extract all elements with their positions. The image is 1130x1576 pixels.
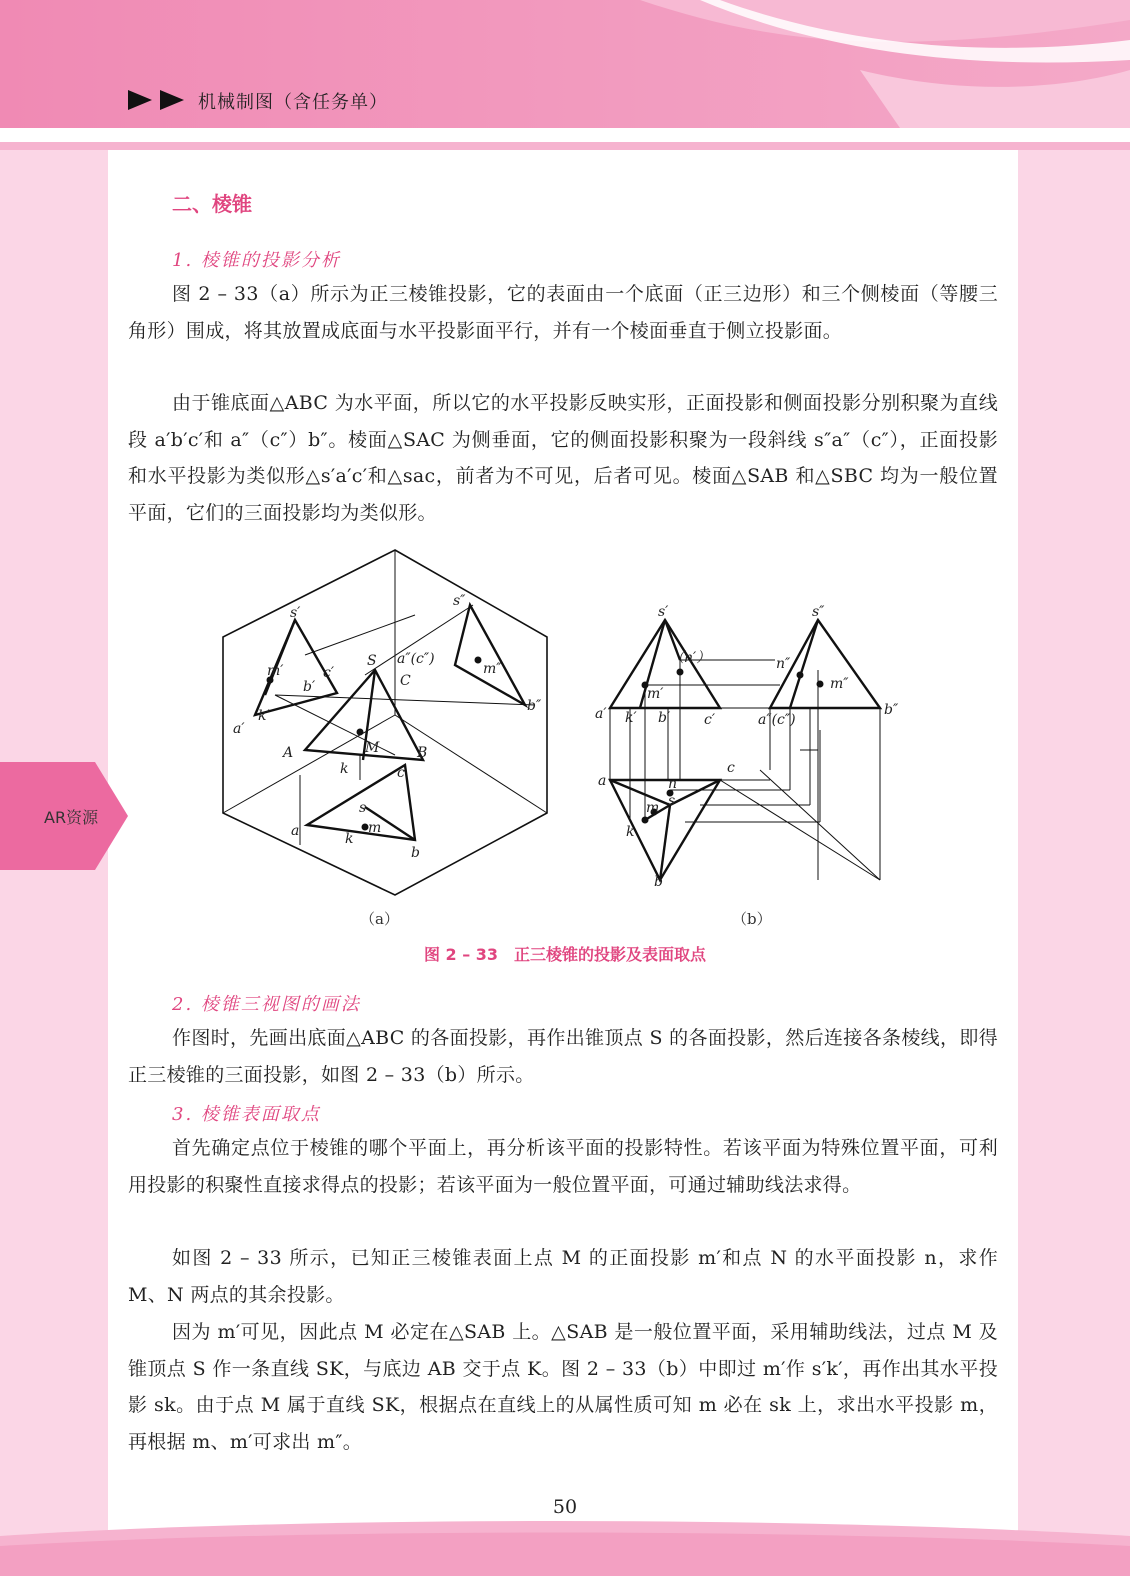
figure-point-label: c′ bbox=[323, 665, 335, 681]
page-number: 50 bbox=[552, 1496, 578, 1518]
figure-point-label: m′ bbox=[267, 663, 284, 679]
subsection-1-title: 1. 棱锥的投影分析 bbox=[172, 250, 341, 271]
subsection-3-title: 3. 棱锥表面取点 bbox=[172, 1104, 321, 1125]
figure-a-label: （a） bbox=[360, 910, 399, 928]
figure-point-label: k bbox=[345, 831, 354, 847]
figure-b-diagram bbox=[590, 600, 910, 890]
right-margin-band bbox=[1018, 150, 1130, 1576]
figure-point-label: b bbox=[411, 845, 420, 861]
figure-point-label: b′ bbox=[303, 679, 316, 695]
figure-point-label: s″ bbox=[812, 604, 825, 620]
figure-point-label: a′ bbox=[595, 706, 607, 722]
bottom-decoration bbox=[0, 1516, 1130, 1576]
figure-point-label: a″(c″) bbox=[397, 651, 435, 667]
figure-b-label: （b） bbox=[732, 910, 772, 928]
figure-point-label: n″ bbox=[776, 656, 791, 672]
figure-point-label: a′ bbox=[233, 721, 245, 737]
figure-point-label: s bbox=[359, 800, 367, 816]
figure-point-label: m bbox=[646, 800, 660, 816]
figure-point-label: a bbox=[291, 823, 300, 839]
figure-point-label: m′ bbox=[647, 686, 664, 702]
figure-point-label: m bbox=[368, 820, 382, 836]
book-title: 机械制图（含任务单） bbox=[198, 92, 388, 113]
figure-point-label: M bbox=[365, 740, 380, 756]
figure-point-label: b′ bbox=[658, 710, 671, 726]
section-title: 二、棱锥 bbox=[172, 192, 252, 216]
paragraph-2: 由于锥底面△ABC 为水平面，所以它的水平投影反映实形，正面投影和侧面投影分别积聚为直线段 a′b′c′和 a″（c″）b″。棱面△SAC 为侧垂面，它的侧面投影积聚为一段斜线 s″a″（c″），正面投影和水平投影为类似形△s′a′c′和△sac，前者为不可见，后者可见。棱面△SAB 和△SBC 均为一般位置平面，它们的三面投影均为类似形。 bbox=[128, 392, 998, 524]
figure-point-label: s bbox=[668, 793, 676, 809]
figure-point-label: s′ bbox=[290, 605, 301, 621]
figure-point-label: C bbox=[400, 673, 411, 689]
figure-a-diagram bbox=[215, 545, 560, 900]
figure-point-label: m″ bbox=[830, 676, 849, 692]
subsection-2-title: 2. 棱锥三视图的画法 bbox=[172, 994, 361, 1015]
figure-point-label: k bbox=[340, 761, 349, 777]
figure-point-label: s″ bbox=[453, 593, 466, 609]
figure-point-label: b″ bbox=[527, 698, 542, 714]
figure-point-label: c′ bbox=[704, 712, 716, 728]
figure-point-label: b″ bbox=[884, 702, 899, 718]
figure-point-label: c bbox=[397, 765, 405, 781]
figure-point-label: n bbox=[668, 776, 678, 792]
figure-point-label: S bbox=[367, 653, 377, 669]
paragraph-4: 首先确定点位于棱锥的哪个平面上，再分析该平面的投影特性。若该平面为特殊位置平面，可利用投影的积聚性直接求得点的投影；若该平面为一般位置平面，可通过辅助线法求得。 bbox=[128, 1137, 998, 1196]
paragraph-3: 作图时，先画出底面△ABC 的各面投影，再作出锥顶点 S 的各面投影，然后连接各条棱线，即得正三棱锥的三面投影，如图 2 – 33（b）所示。 bbox=[128, 1027, 998, 1086]
paragraph-1: 图 2 – 33（a）所示为正三棱锥投影，它的表面由一个底面（正三边形）和三个侧棱面（等腰三角形）围成，将其放置成底面与水平投影面平行，并有一个棱面垂直于侧立投影面。 bbox=[128, 283, 998, 342]
paragraph-5: 如图 2 – 33 所示，已知正三棱锥表面上点 M 的正面投影 m′和点 N 的水平面投影 n，求作 M、N 两点的其余投影。 bbox=[128, 1247, 998, 1306]
figure-point-label: s′ bbox=[658, 604, 669, 620]
figure-point-label: m″ bbox=[483, 661, 502, 677]
figure-caption: 图 2 – 33 正三棱锥的投影及表面取点 bbox=[423, 945, 707, 964]
page-header bbox=[0, 0, 1130, 150]
figure-point-label: c bbox=[727, 760, 735, 776]
ar-resource-label[interactable]: AR资源 bbox=[44, 808, 99, 827]
figure-point-label: a bbox=[598, 773, 607, 789]
figure-point-label: b bbox=[654, 874, 663, 890]
figure-point-label: a″(c″) bbox=[758, 712, 796, 728]
figure-point-label: A bbox=[283, 745, 294, 761]
figure-point-label: （n′） bbox=[670, 650, 711, 666]
figure-point-label: k′ bbox=[258, 708, 270, 724]
figure-point-label: k bbox=[626, 824, 635, 840]
figure-point-label: B bbox=[417, 745, 428, 761]
header-decoration bbox=[0, 0, 1130, 150]
figure-point-label: k′ bbox=[625, 710, 637, 726]
paragraph-6: 因为 m′可见，因此点 M 必定在△SAB 上。△SAB 是一般位置平面，采用辅助线法，过点 M 及锥顶点 S 作一条直线 SK，与底边 AB 交于点 K。图 2 – 33（b）中即过 m′作 s′k′，再作出其水平投影 sk。由于点 M 属于直线 SK，根据点在直线上的从属性质可知 m 必在 sk 上，求出水平投影 m，再根据 m、m′可求出 m″。 bbox=[128, 1321, 999, 1453]
